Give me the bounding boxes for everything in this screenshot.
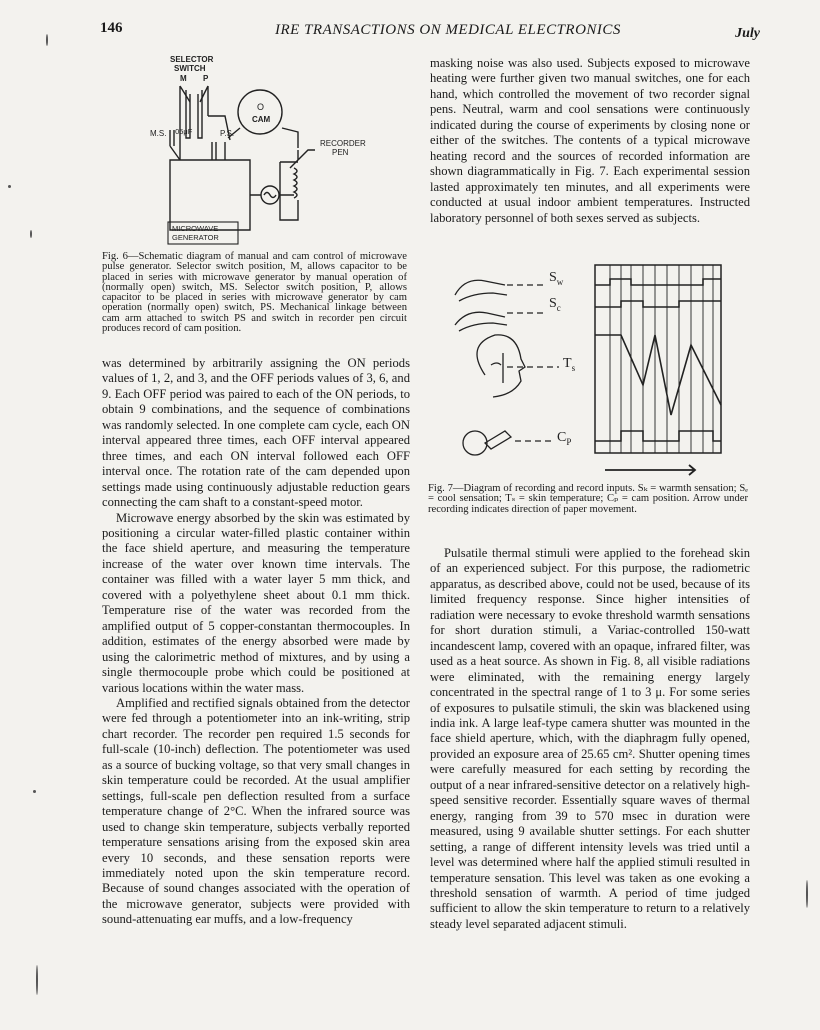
fig6-label-recorder: RECORDER xyxy=(320,139,366,148)
fig6-label-ps: P.S. xyxy=(220,129,235,138)
page-number: 146 xyxy=(100,20,123,36)
running-header xyxy=(100,20,760,44)
fig7-label-cp-sub: P xyxy=(566,437,572,447)
left-column xyxy=(102,356,410,928)
paragraph: Pulsatile thermal stimuli were applied to the forehead skin of an experienced subject. For this purpose, the radiometric apparatus, as described above, could not be used, because of its limited frequency response. Since higher intensities of radiation were necessary to evoke threshold warmth sensations for short duration stimuli, a Variac-controlled 150-watt incandescent lamp, covered with an opaque, infrared filter, was used as a heat source. As shown in Fig. 8, all visible radiations were eliminated, with the remaining energy largely concentrated in the spectral range of 1 to 3 μ. For some series of exposures to pulsatile stimuli, the skin was blackened using india ink. A large leaf-type camera shutter was mounted in the face shield aperture, which, with the diaphragm fully opened, provided an exposure area of 25.65 cm². Shutter opening times were carefully measured for each setting by recording the output of a near infrared-sensitive detector on a relatively high-speed sensitive recorder. Essentially square waves of thermal energy, ranging from 39 to 570 msec in duration were measured, using 9 available shutter settings. For each shutter setting, a range of different intensity levels was tried until a level was determined where half the applied stimuli resulted in temperature sensation. This level was taken as one evoking a threshold sensation of warmth. A period of time judged sufficient to allow the skin temperature to return to a relatively steady level separated adjacent stimuli. xyxy=(430,546,750,931)
fig6-label-p: P xyxy=(203,74,209,83)
fig7-label-sc: S xyxy=(549,296,557,311)
fig7-label-sw: S xyxy=(549,270,557,285)
figure-7-caption: Fig. 7—Diagram of recording and record inputs. Sₖ = warmth sensation; Sₑ = cool sensation; Tₛ = skin temperature; Cₚ = cam position. Arrow under recording indicates direction of paper movement. xyxy=(428,483,748,515)
journal-title: IRE TRANSACTIONS ON MEDICAL ELECTRONICS xyxy=(275,22,621,38)
right-column-bottom xyxy=(430,546,750,932)
paragraph: was determined by arbitrarily assigning the ON periods values of 1, 2, and 3, and the OFF periods values of 3, 6, and 9. Each OFF period was paired to each of the ON periods, to obtain 9 combinations, and the sequence of combinations was randomly selected. In one complete cam cycle, each ON interval appeared three times, each OFF interval appeared three times, and each ON interval followed each OFF interval once. The rotation rate of the cam depended upon settings made using continuously adjustable reduction gears connecting the cam shaft to a constant-speed motor. xyxy=(102,356,410,510)
fig6-label-pen: PEN xyxy=(332,148,349,157)
svg-text:Ts xyxy=(563,356,576,373)
fig6-label-cam: CAM xyxy=(252,115,271,124)
figure-6-caption: Fig. 6—Schematic diagram of manual and cam control of microwave pulse generator. Selector switch position, M, allows capacitor to be placed in series with microwave generator by manual operation of (normally open) switch, MS. Selector switch position, P, allows capacitor to be placed in series with microwave generator by cam operation (normally open) switch, PS. Mechanical linkage between cam arm attached to switch PS and switch in recorder pen circuit produces record of cam position. xyxy=(102,251,407,335)
fig6-label-capacitance: .05μF xyxy=(173,127,193,136)
fig7-label-sw-sub: w xyxy=(556,277,564,287)
right-column-top xyxy=(430,56,750,226)
fig6-label-selector: SELECTOR xyxy=(170,55,214,64)
scan-speck xyxy=(33,790,36,793)
fig6-label-m: M xyxy=(180,74,187,83)
svg-text:CP xyxy=(557,430,571,447)
svg-text:Sw xyxy=(549,270,564,287)
fig7-label-ts: T xyxy=(563,356,572,371)
scan-speck xyxy=(30,230,32,238)
fig7-label-ts-sub: s xyxy=(571,363,576,373)
scan-speck xyxy=(36,965,38,995)
fig6-label-cam-o: O xyxy=(257,102,265,112)
figure-6-schematic xyxy=(150,50,400,250)
fig6-label-ms: M.S. xyxy=(150,129,167,138)
fig6-label-generator: GENERATOR xyxy=(172,233,219,242)
fig7-label-cp: C xyxy=(557,430,567,445)
scan-speck xyxy=(8,185,11,188)
paragraph: masking noise was also used. Subjects exposed to microwave heating were further given two manual switches, one for each hand, which controlled the movement of two recorder signal pens. Neutral, warm and cool sensations were continuously indicated during the course of experiments by closing none or either of the switches. The contents of a typical microwave heating record and the sources of recorded information are shown diagrammatically in Fig. 7. Each experimental session lasted approximately ten minutes, and all experiments were conducted at usual indoor ambient temperatures. Instructed laboratory personnel of both sexes served as subjects. xyxy=(430,56,750,225)
scan-speck xyxy=(806,880,808,908)
fig6-label-switch: SWITCH xyxy=(174,64,206,73)
svg-text:Sc xyxy=(549,296,561,313)
fig7-label-sc-sub: c xyxy=(556,303,561,313)
figure-7-diagram xyxy=(445,255,735,480)
scan-speck xyxy=(46,34,48,46)
fig6-label-microwave: MICROWAVE xyxy=(172,224,219,233)
issue-month: July xyxy=(735,26,760,41)
paragraph: Amplified and rectified signals obtained from the detector were fed through a potentiometer into an ink-writing, strip chart recorder. The recorder pen required 1.5 seconds for full-scale (10-inch) deflection. The potentiometer was used as a source of bucking voltage, so that very small changes in skin temperature could be recorded. At the usual amplifier settings, full-scale pen deflection resulted from a surface temperature change of 2°C. When the infrared source was used to change skin temperature, subjects verbally reported temperature sensations arising from the exposed skin area every 10 seconds, and these sensation reports were immediately noted upon the skin temperature record. Because of sound changes associated with the operation of the microwave generator, subjects were provided with sound-attenuating ear muffs, and a low-frequency xyxy=(102,695,410,927)
paragraph: Microwave energy absorbed by the skin was estimated by positioning a circular water-filled plastic container within the face shield aperture, and measuring the temperature increase of the water over known time intervals. The container was filled with a water layer 5 mm thick, and covered with a polyethylene sheet about 0.1 mm thick. Temperature rise of the water was recorded from the amplified output of 5 copper-constantan thermocouples. In addition, estimates of the energy absorbed were made by using the calorimetric method of mixtures, and by using a single thermocouple probe which could be positioned at various locations within the water mass. xyxy=(102,510,410,695)
